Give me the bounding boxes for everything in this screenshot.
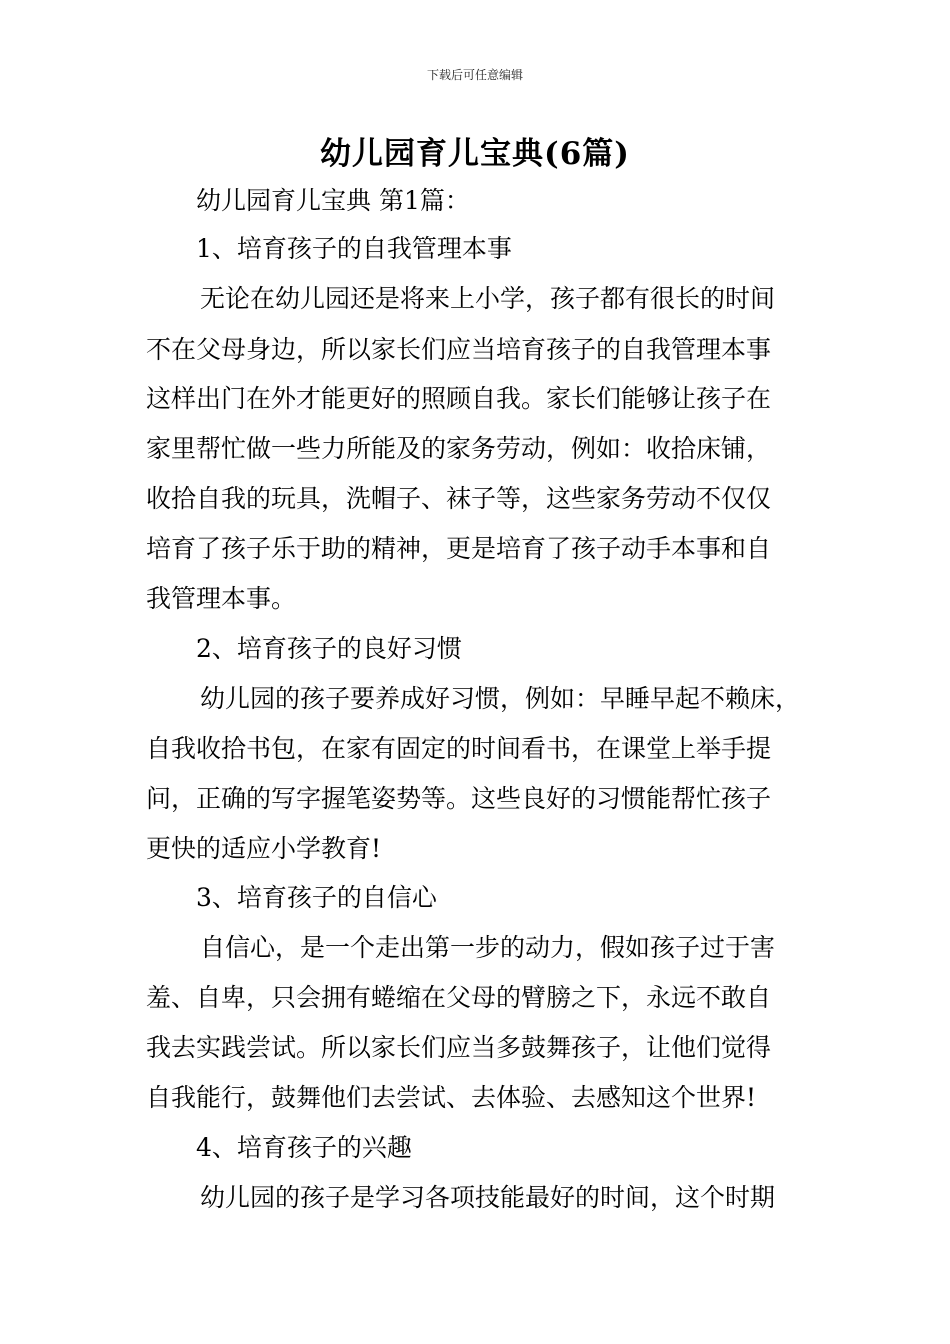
header-note: 下载后可任意编辑 [426,68,523,82]
paragraph-line: 我去实践尝试。所以家长们应当多鼓舞孩子，让他们觉得 [146,1033,772,1062]
document-title: 幼儿园育儿宝典(6篇) [320,136,630,172]
paragraph-line: 幼儿园的孩子是学习各项技能最好的时间，这个时期 [200,1183,776,1212]
paragraph-line: 培育了孩子乐于助的精神，更是培育了孩子动手本事和自 [146,534,772,563]
paragraph-line: 问，正确的写字握笔姿势等。这些良好的习惯能帮忙孩子 [146,784,772,813]
subheading: 1、培育孩子的自我管理本事 [196,234,512,263]
paragraph-line: 无论在幼儿园还是将来上小学，孩子都有很长的时间 [200,284,776,313]
paragraph-line: 自我能行，鼓舞他们去尝试、去体验、去感知这个世界! [146,1083,757,1112]
paragraph-line: 自我收拾书包，在家有固定的时间看书，在课堂上举手提 [146,734,772,763]
paragraph-line: 不在父母身边，所以家长们应当培育孩子的自我管理本事 [146,335,772,364]
paragraph-line: 家里帮忙做一些力所能及的家务劳动，例如：收拾床铺， [146,434,772,463]
paragraph-line: 这样出门在外才能更好的照顾自我。家长们能够让孩子在 [146,384,772,413]
subheading: 4、培育孩子的兴趣 [196,1133,412,1162]
subheading: 3、培育孩子的自信心 [196,883,437,912]
paragraph-line: 幼儿园的孩子要养成好习惯，例如：早睡早起不赖床， [200,684,801,713]
paragraph-line: 更快的适应小学教育! [146,834,382,863]
section-heading: 幼儿园育儿宝典 第1篇： [196,186,470,215]
paragraph-line: 自信心，是一个走出第一步的动力，假如孩子过于害 [200,933,776,962]
paragraph-line: 收拾自我的玩具，洗帽子、袜子等，这些家务劳动不仅仅 [146,484,772,513]
subheading: 2、培育孩子的良好习惯 [196,634,462,663]
paragraph-line: 羞、自卑，只会拥有蜷缩在父母的臂膀之下，永远不敢自 [146,983,772,1012]
paragraph-line: 我管理本事。 [146,584,297,613]
